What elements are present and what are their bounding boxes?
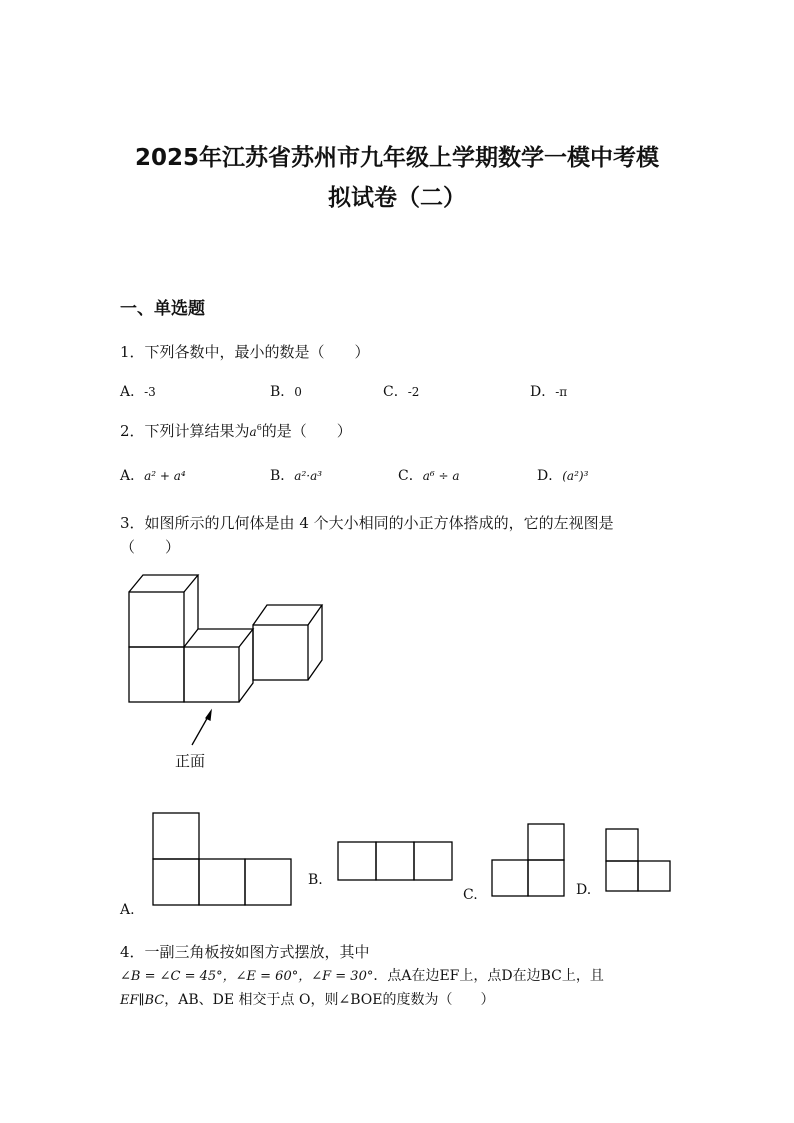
- q2-option-b-expr: a²·a³: [294, 469, 323, 483]
- cube-right-side-face: [308, 605, 322, 680]
- q2-option-d-expr: (a²)³: [562, 469, 589, 483]
- cube-left-top-front: [129, 592, 184, 647]
- q2-stem-exp: 6: [256, 423, 262, 432]
- q2-option-b-label: B．: [270, 468, 295, 484]
- front-label: 正面: [175, 752, 206, 770]
- question-4-line1: 4．一副三角板按如图方式摆放，其中: [120, 943, 370, 961]
- question-4-line3: [120, 988, 680, 1013]
- q2-option-a-label: A．: [120, 468, 145, 484]
- q1-option-a-label: A．: [120, 384, 145, 400]
- q2-option-a: [120, 465, 186, 485]
- cube-middle-front: [184, 647, 239, 702]
- q4-line3-text: ，AB、DE 相交于点 O，则∠BOE的度数为（ ）: [164, 992, 495, 1008]
- q1-option-b-value: 0: [294, 385, 302, 399]
- q1-option-b: [270, 381, 302, 401]
- q3-option-d-label: D.: [576, 882, 592, 898]
- question-3-stem-line1: 3．如图所示的几何体是由 4 个大小相同的小正方体搭成的，它的左视图是: [120, 514, 614, 532]
- q1-option-c: [383, 381, 419, 401]
- q1-option-d: [530, 381, 567, 401]
- q3-option-a-label: A.: [120, 902, 135, 918]
- q1-option-c-value: -2: [407, 385, 420, 399]
- cube-right-front: [253, 625, 308, 680]
- q4-parallel-condition: EF∥BC: [120, 993, 165, 1008]
- q3-option-b-figure: [336, 840, 458, 884]
- q2-option-a-expr: a² + a⁴: [144, 469, 186, 483]
- section-heading: 一、单选题: [120, 299, 205, 319]
- q2-option-d-label: D．: [537, 468, 563, 484]
- q4-angle-conditions: ∠B = ∠C = 45°，∠E = 60°，∠F = 30°: [120, 969, 374, 984]
- cube-right-top-face: [253, 605, 322, 625]
- q2-stem-before: 2．下列计算结果为: [120, 422, 250, 440]
- page-title-line1: 2025年江苏省苏州市九年级上学期数学一模中考模: [134, 145, 659, 171]
- q4-line2-text: ．点A在边EF上，点D在边BC上，且: [373, 968, 604, 984]
- q1-option-d-value: -π: [555, 385, 568, 399]
- q3-option-d-figure: [604, 827, 676, 893]
- q2-option-c-label: C．: [398, 468, 423, 484]
- q2-option-c: [398, 465, 460, 485]
- q3-option-c-label: C.: [463, 887, 478, 903]
- front-arrow-line: [192, 715, 209, 745]
- q2-option-b: [270, 465, 322, 485]
- q3-option-a-figure: [150, 810, 300, 908]
- cube-left-top-face: [129, 575, 198, 592]
- q1-option-a-value: -3: [144, 385, 156, 399]
- q2-option-c-expr: a⁶ ÷ a: [422, 469, 460, 483]
- question-1-stem: 1．下列各数中，最小的数是（ ）: [120, 343, 370, 361]
- question-2-stem: [120, 416, 352, 444]
- q1-option-a: [120, 381, 156, 401]
- q1-option-d-label: D．: [530, 384, 556, 400]
- front-arrow-head: [206, 711, 211, 720]
- q1-option-c-label: C．: [383, 384, 408, 400]
- q3-option-b-label: B.: [308, 872, 323, 888]
- question-3-stem-line2: （ ）: [120, 538, 181, 556]
- cube-middle-top-face: [184, 629, 253, 647]
- cube-middle-side-face: [239, 629, 253, 702]
- page-title-line2: 拟试卷（二）: [328, 185, 466, 211]
- q3-option-c-figure: [490, 822, 570, 898]
- question-4-line2: [120, 964, 680, 989]
- q2-stem-after: 的是（ ）: [261, 422, 352, 440]
- q3-cube-figure: [120, 565, 340, 775]
- cube-left-bottom-front: [129, 647, 184, 702]
- q1-option-b-label: B．: [270, 384, 295, 400]
- q2-stem-base: a: [249, 425, 257, 439]
- q2-option-d: [537, 465, 588, 485]
